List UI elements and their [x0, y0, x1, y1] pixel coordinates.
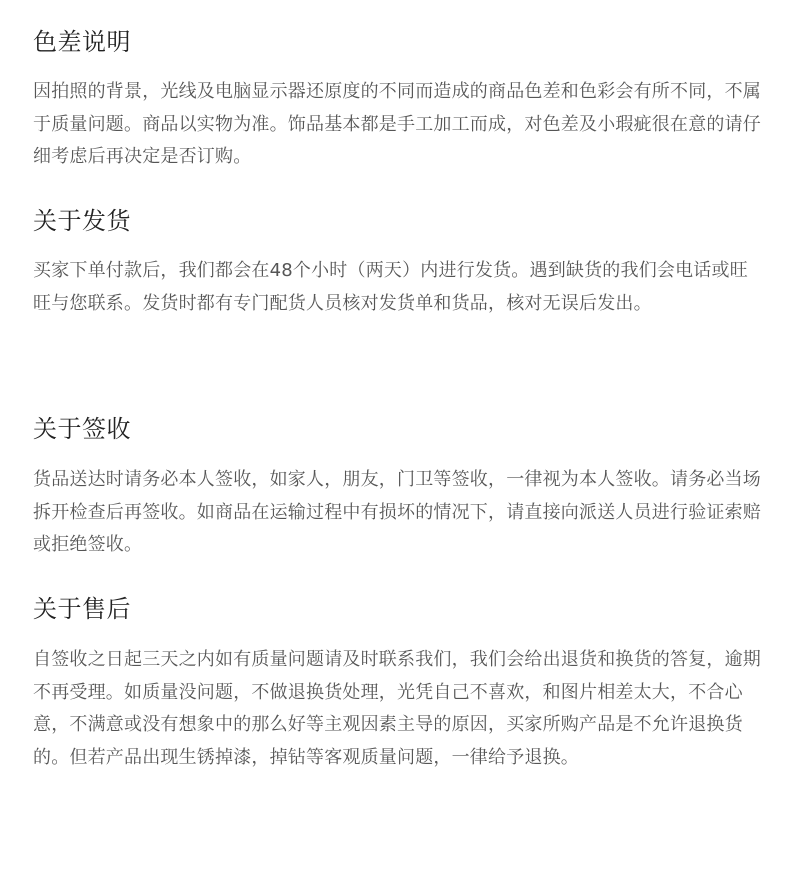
section-body-shipping: 买家下单付款后，我们都会在48个小时（两天）内进行发货。遇到缺货的我们会电话或旺旺与您联系。发货时都有专门配货人员核对发货单和货品，核对无误后发出。 [33, 260, 748, 314]
section-shipping [33, 205, 763, 320]
section-title-signing: 关于签收 [33, 415, 131, 443]
section-body-color-difference: 因拍照的背景，光线及电脑显示器还原度的不同而造成的商品色差和色彩会有所不同，不属于质量问题。商品以实物为准。饰品基本都是手工加工而成，对色差及小瑕疵很在意的请仔细考虑后再决定是否订购。 [33, 81, 761, 167]
section-color-difference [33, 26, 763, 174]
section-title-color-difference: 色差说明 [33, 28, 131, 56]
section-signing [33, 413, 763, 562]
section-title-after-sale: 关于售后 [33, 595, 131, 623]
section-title-shipping: 关于发货 [33, 207, 131, 235]
section-body-after-sale: 自签收之日起三天之内如有质量问题请及时联系我们，我们会给出退货和换货的答复，逾期不再受理。如质量没问题，不做退换货处理，光凭自己不喜欢，和图片相差太大，不合心意，不满意或没有想象中的那么好等主观因素主导的原因，买家所购产品是不允许退换货的。但若产品出现生锈掉漆，掉钻等客观质量问题，一律给予退换。 [33, 649, 761, 768]
section-after-sale [33, 593, 763, 774]
section-body-signing: 货品送达时请务必本人签收，如家人，朋友，门卫等签收，一律视为本人签收。请务必当场拆开检查后再签收。如商品在运输过程中有损坏的情况下，请直接向派送人员进行验证索赔或拒绝签收。 [33, 469, 761, 555]
